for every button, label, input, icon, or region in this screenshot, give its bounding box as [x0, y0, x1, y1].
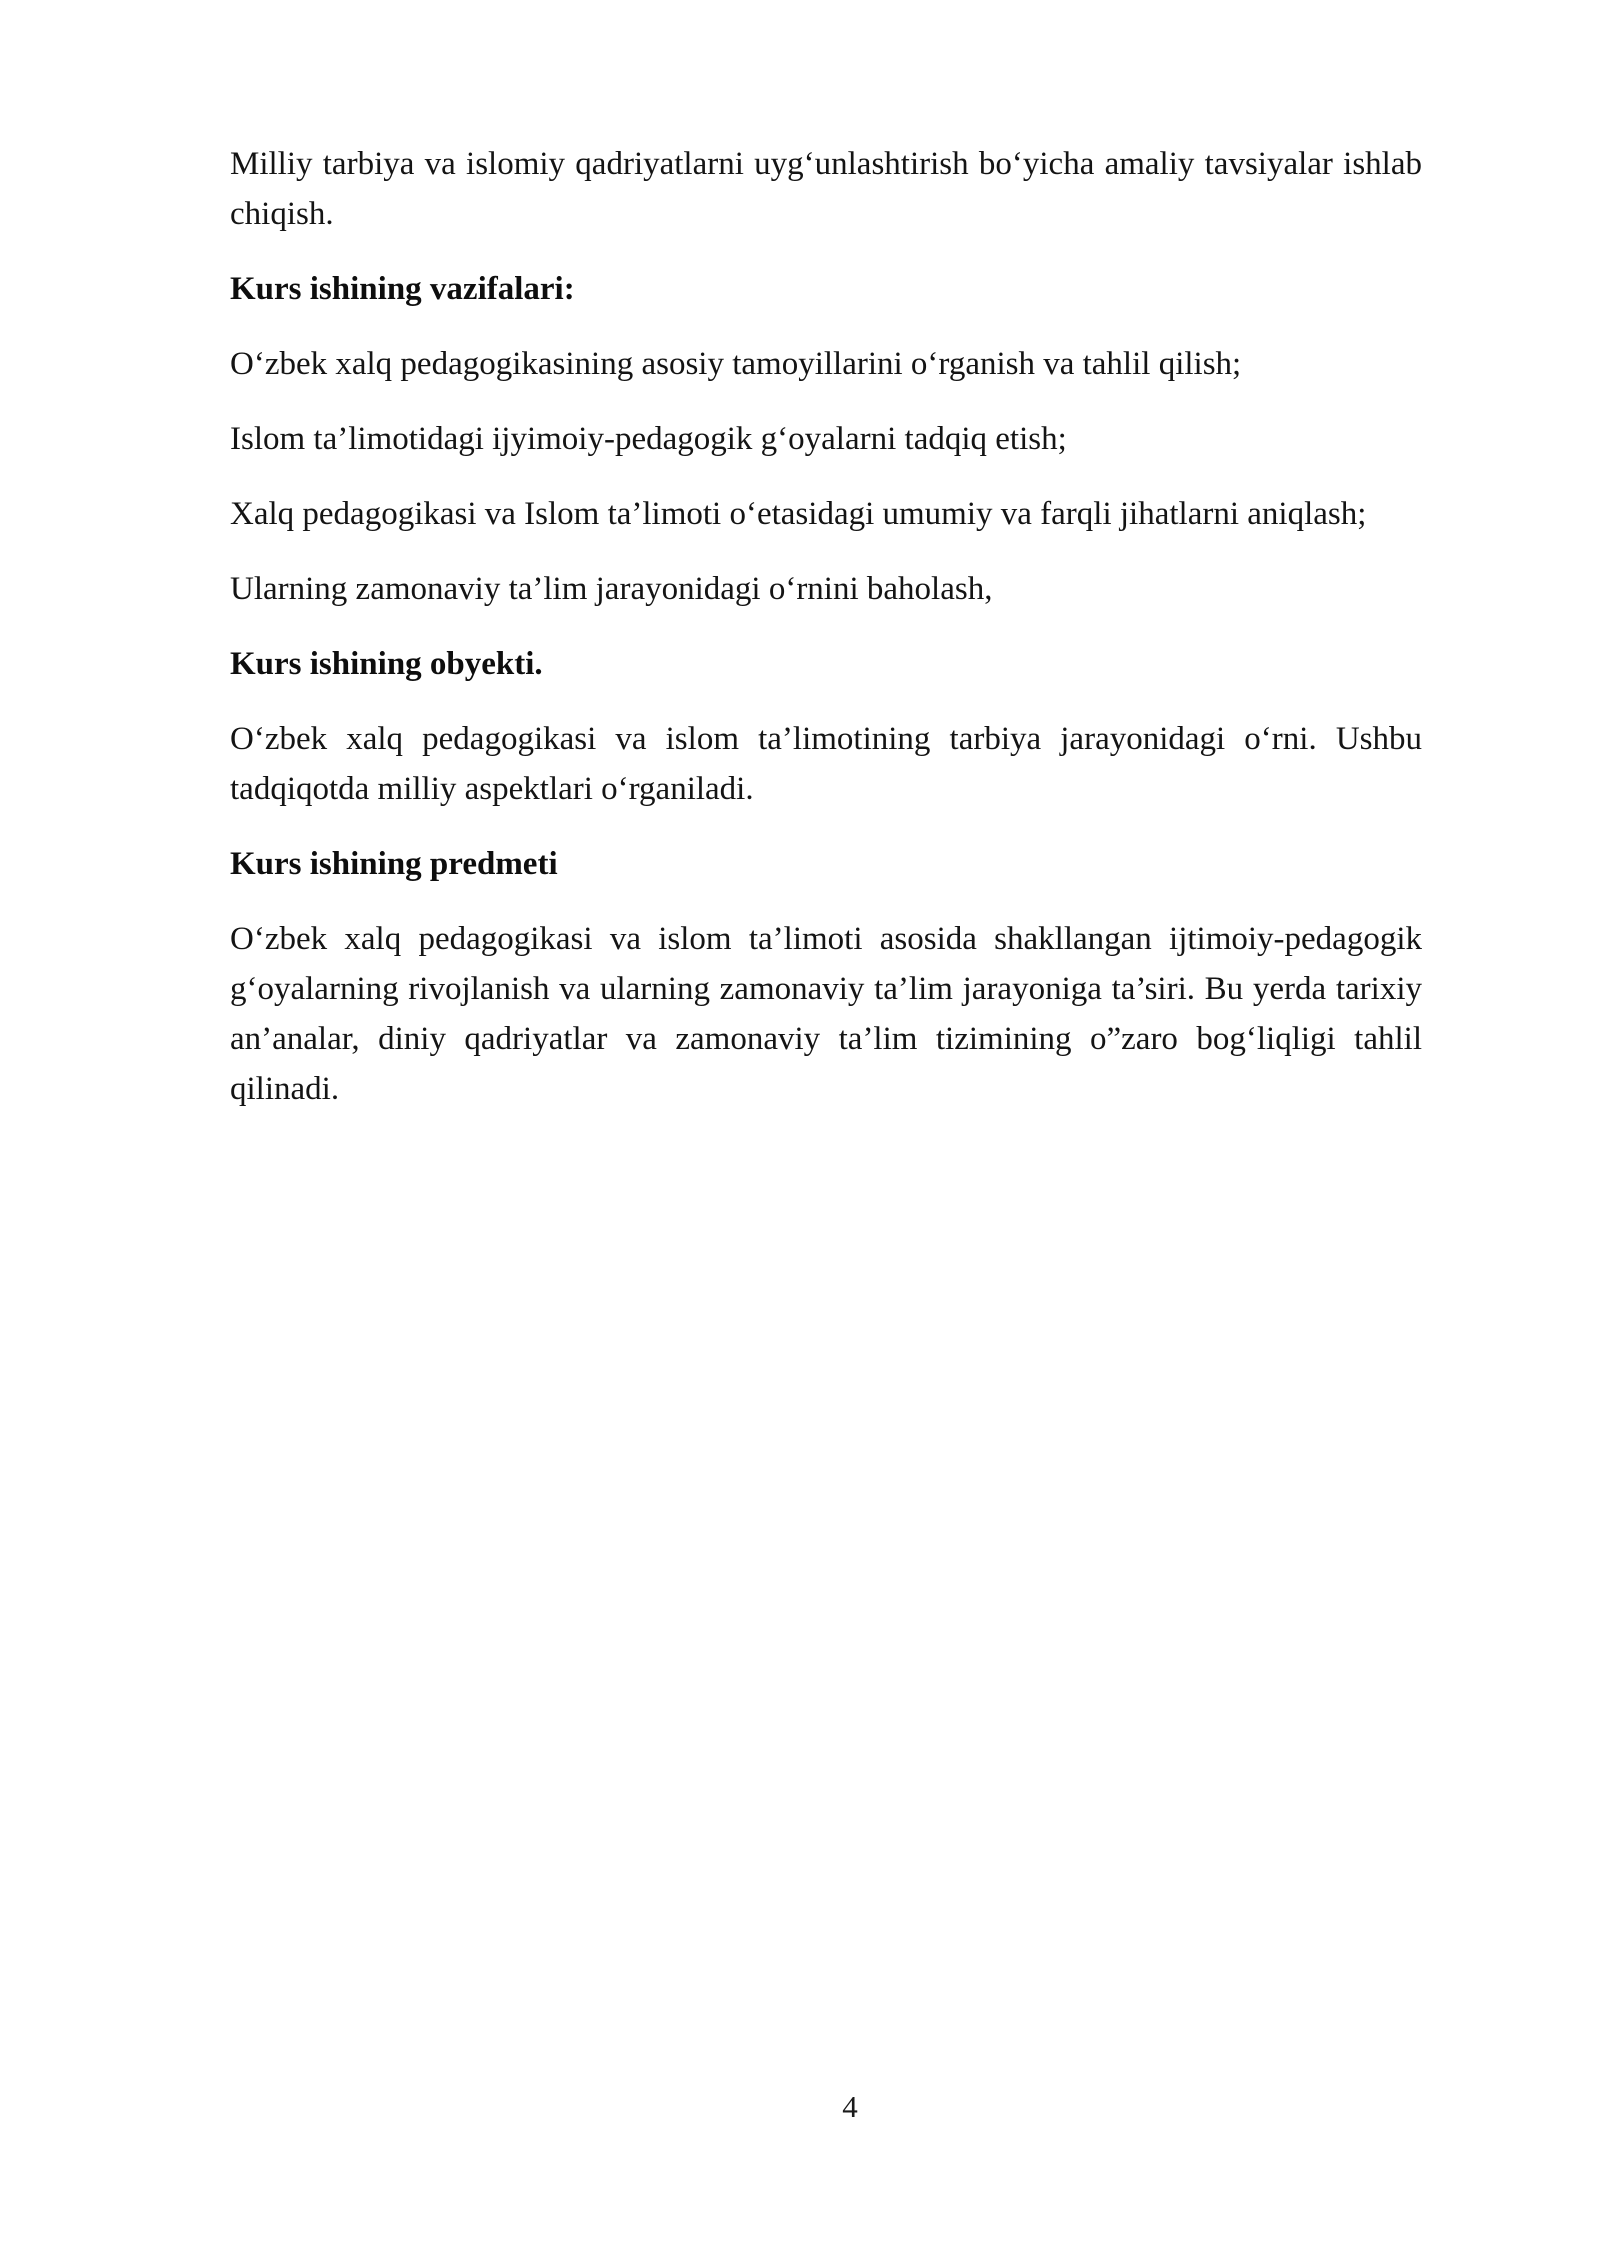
paragraph-xalq-pedagogikasi-farqli: Xalq pedagogikasi va Islom ta’limoti o‘etasidagi umumiy va farqli jihatlarni aniqlash;: [230, 496, 1367, 532]
paragraph-milliy-tarbiya: Milliy tarbiya va islomiy qadriyatlarni uyg‘unlashtirish bo‘yicha amaliy tavsiyalar ishlab chiqish.: [230, 146, 1422, 232]
paragraph-obyekt-tavsifi: O‘zbek xalq pedagogikasi va islom ta’limotining tarbiya jarayonidagi o‘rni. Ushbu tadqiqotda milliy aspektlari o‘rganiladi.: [230, 721, 1422, 807]
paragraph-islom-talimotidagi: Islom ta’limotidagi ijyimoiy-pedagogik g‘oyalarni tadqiq etish;: [230, 421, 1067, 457]
heading-kurs-ishining-obyekti: Kurs ishining obyekti.: [230, 646, 543, 682]
paragraph-ozbek-xalq-tamoyillari: O‘zbek xalq pedagogikasining asosiy tamoyillarini o‘rganish va tahlil qilish;: [230, 346, 1242, 382]
paragraph-predmet-tavsifi: O‘zbek xalq pedagogikasi va islom ta’limoti asosida shakllangan ijtimoiy-pedagogik g‘oyalarning rivojlanish va ularning zamonaviy ta’lim jarayoniga ta’siri. Bu yerda tarixiy an’analar, diniy qadriyatlar va zamonaviy ta’lim tizimining o”zaro bog‘liqligi tahlil qilinadi.: [230, 921, 1422, 1107]
paragraph-ularning-zamonaviy: Ularning zamonaviy ta’lim jarayonidagi o‘rnini baholash,: [230, 571, 993, 607]
heading-kurs-ishining-vazifalari: Kurs ishining vazifalari:: [230, 271, 575, 307]
heading-kurs-ishining-predmeti: Kurs ishining predmeti: [230, 846, 558, 882]
page-content: [230, 139, 1422, 1139]
page-number: 4: [842, 2089, 858, 2124]
